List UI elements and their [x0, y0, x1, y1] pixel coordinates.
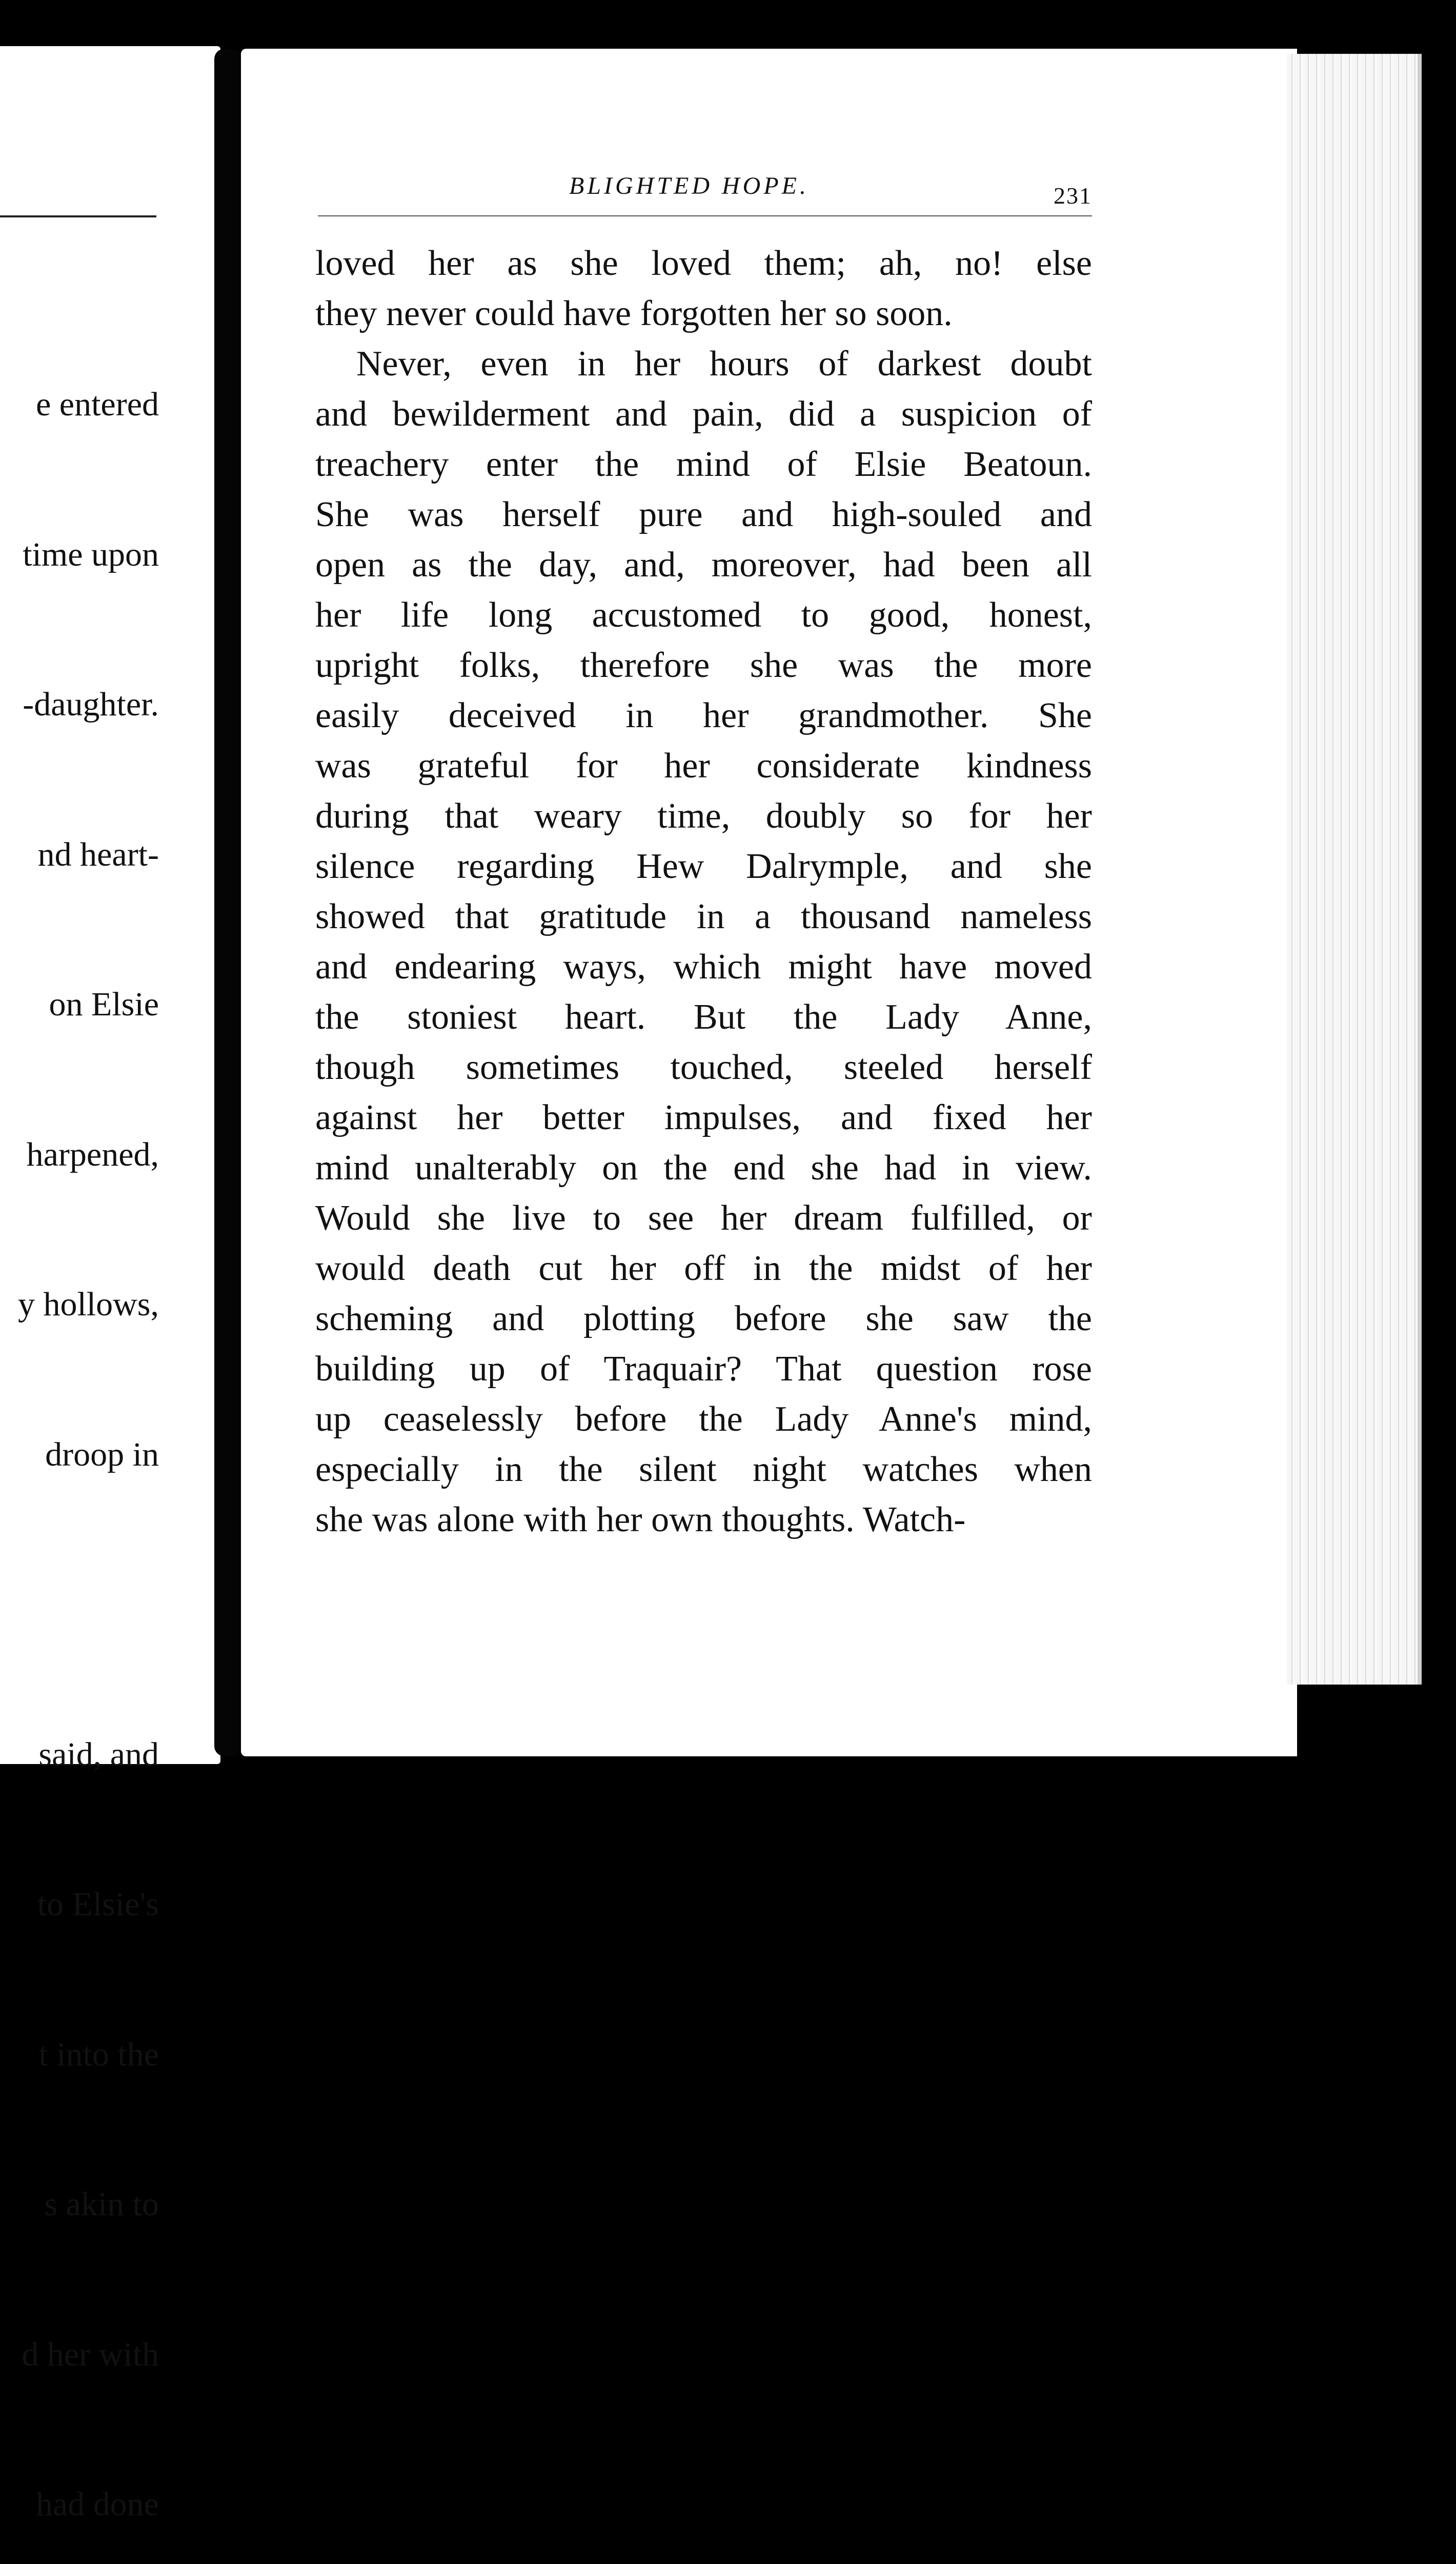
- text-line: they never could have forgotten her so soon.: [315, 294, 953, 333]
- left-page-rule: [0, 215, 156, 217]
- left-page-text: [6, 279, 159, 2564]
- text-line: and bewilderment and pain, did a suspicion of: [315, 394, 1092, 434]
- text-line: mind unalterably on the end she had in view.: [315, 1148, 1092, 1188]
- text-line: she was alone with her own thoughts. Watch-: [315, 1500, 966, 1539]
- left-line: time upon: [23, 535, 159, 573]
- text-line: though sometimes touched, steeled herself: [315, 1048, 1092, 1087]
- text-line: and endearing ways, which might have moved: [315, 947, 1092, 987]
- text-line: Would she live to see her dream fulfilled, or: [315, 1198, 1092, 1238]
- left-line: y hollows,: [17, 1286, 159, 1323]
- left-line: -daughter.: [23, 686, 159, 723]
- left-line: to Elsie's: [37, 1886, 159, 1923]
- text-line: easily deceived in her grandmother. She: [315, 696, 1092, 735]
- left-line: on Elsie: [49, 986, 159, 1023]
- left-line: e entered: [36, 386, 159, 423]
- page-edges: [1287, 54, 1422, 1685]
- text-line: her life long accustomed to good, honest,: [315, 595, 1092, 635]
- book-spine: [214, 49, 242, 1756]
- left-line: s akin to: [44, 2186, 159, 2223]
- left-line: said, and: [38, 1735, 159, 1773]
- text-line: treachery enter the mind of Elsie Beatoun.: [315, 445, 1092, 484]
- text-line: scheming and plotting before she saw the: [315, 1299, 1092, 1338]
- text-line: during that weary time, doubly so for her: [315, 796, 1092, 836]
- text-line: open as the day, and, moreover, had been all: [315, 545, 1092, 585]
- text-line: showed that gratitude in a thousand nameless: [315, 897, 1092, 936]
- left-line: droop in: [45, 1435, 159, 1473]
- body-text: [315, 238, 1092, 1545]
- left-line: had done: [35, 2486, 159, 2523]
- text-line: upright folks, therefore she was the more: [315, 646, 1092, 685]
- text-line: would death cut her off in the midst of her: [315, 1249, 1092, 1288]
- left-line: d her with: [22, 2335, 159, 2373]
- text-line: silence regarding Hew Dalrymple, and she: [315, 847, 1092, 886]
- left-page: [0, 46, 220, 2523]
- text-line: building up of Traquair? That question rose: [315, 1349, 1092, 1389]
- left-line: harpened,: [26, 1135, 159, 1173]
- text-line: was grateful for her considerate kindness: [315, 746, 1092, 786]
- text-line: up ceaselessly before the Lady Anne's mind,: [315, 1399, 1092, 1439]
- running-head: BLIGHTED HOPE.: [569, 172, 809, 199]
- left-line: nd heart-: [37, 835, 159, 873]
- text-line: especially in the silent night watches when: [315, 1450, 1092, 1489]
- left-line: [6, 1579, 159, 1630]
- text-line: She was herself pure and high-souled and: [315, 495, 1092, 534]
- text-line: Never, even in her hours of darkest doubt: [356, 344, 1092, 384]
- text-line: against her better impulses, and fixed her: [315, 1098, 1092, 1137]
- header-rule: [318, 215, 1092, 216]
- left-line: t into the: [38, 2035, 159, 2073]
- text-line: loved her as she loved them; ah, no! else: [315, 244, 1092, 283]
- text-line: the stoniest heart. But the Lady Anne,: [315, 997, 1092, 1037]
- page-number: 231: [1054, 183, 1092, 209]
